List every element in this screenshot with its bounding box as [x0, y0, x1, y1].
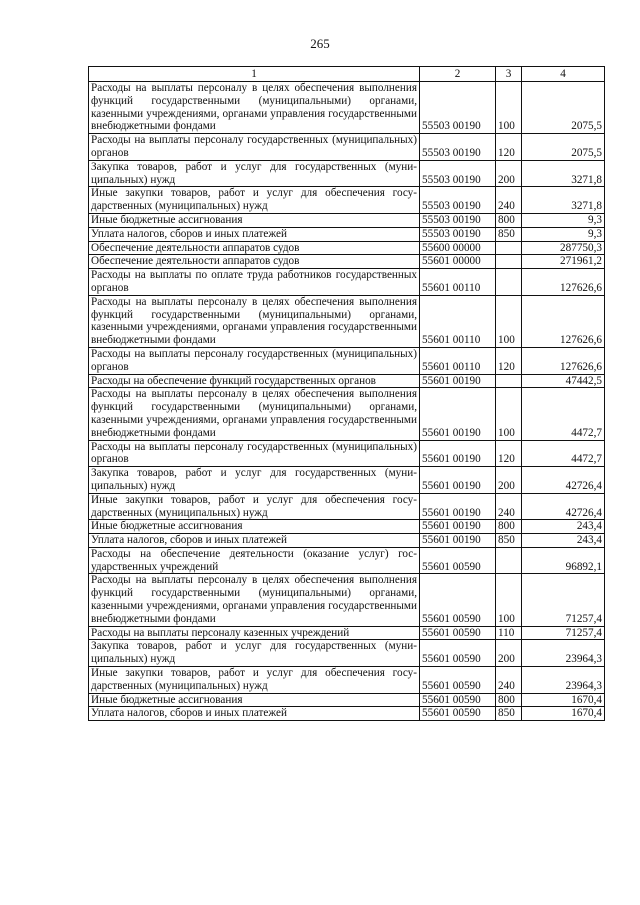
row-code-cell: 55601 00190 — [420, 374, 496, 388]
row-name-cell: Уплата налогов, сборов и иных платежей — [89, 227, 420, 241]
row-code-cell: 55503 00190 — [420, 160, 496, 187]
row-code-cell: 55503 00190 — [420, 82, 496, 134]
row-expense-type-cell: 800 — [496, 213, 522, 227]
row-name-cell: Расходы на выплаты персоналу казенных учреждений — [89, 626, 420, 640]
row-expense-type-cell — [496, 269, 522, 296]
table-row — [89, 574, 605, 626]
row-code-cell: 55601 00590 — [420, 693, 496, 707]
header-col-4: 4 — [522, 67, 605, 82]
row-code-cell: 55503 00190 — [420, 213, 496, 227]
table-row — [89, 388, 605, 440]
row-code-cell: 55601 00590 — [420, 574, 496, 626]
row-name-cell: Иные закупки товаров, работ и услуг для обеспечения государственных (муниципальных) нужд — [89, 493, 420, 520]
row-amount-cell: 4472,7 — [522, 388, 605, 440]
row-amount-cell: 243,4 — [522, 534, 605, 548]
row-code-cell: 55601 00190 — [420, 388, 496, 440]
row-expense-type-cell: 120 — [496, 134, 522, 161]
row-amount-cell: 1670,4 — [522, 693, 605, 707]
row-amount-cell: 271961,2 — [522, 255, 605, 269]
row-code-cell: 55601 00190 — [420, 534, 496, 548]
row-expense-type-cell: 200 — [496, 467, 522, 494]
row-amount-cell: 287750,3 — [522, 241, 605, 255]
table-row — [89, 347, 605, 374]
row-name-cell: Уплата налогов, сборов и иных платежей — [89, 707, 420, 721]
row-amount-cell: 127626,6 — [522, 347, 605, 374]
row-code-cell: 55601 00190 — [420, 493, 496, 520]
row-name-cell: Расходы на выплаты персоналу государственных (муниципальных) органов — [89, 440, 420, 467]
row-amount-cell: 42726,4 — [522, 493, 605, 520]
row-code-cell: 55503 00190 — [420, 187, 496, 214]
row-amount-cell: 23964,3 — [522, 667, 605, 694]
row-expense-type-cell: 100 — [496, 82, 522, 134]
row-expense-type-cell: 850 — [496, 227, 522, 241]
row-code-cell: 55601 00590 — [420, 547, 496, 574]
table-row — [89, 493, 605, 520]
row-name-cell: Иные закупки товаров, работ и услуг для обеспечения государственных (муниципальных) нужд — [89, 667, 420, 694]
row-expense-type-cell — [496, 255, 522, 269]
row-expense-type-cell: 110 — [496, 626, 522, 640]
table-row — [89, 693, 605, 707]
table-row — [89, 534, 605, 548]
header-col-1: 1 — [89, 67, 420, 82]
row-code-cell: 55503 00190 — [420, 134, 496, 161]
row-name-cell: Иные бюджетные ассигнования — [89, 520, 420, 534]
row-code-cell: 55601 00190 — [420, 520, 496, 534]
table-row — [89, 134, 605, 161]
row-amount-cell: 3271,8 — [522, 187, 605, 214]
row-expense-type-cell: 100 — [496, 295, 522, 347]
table-row — [89, 640, 605, 667]
row-name-cell: Расходы на обеспечение деятельности (оказание услуг) государственных учреждений — [89, 547, 420, 574]
row-name-cell: Закупка товаров, работ и услуг для государственных (муниципальных) нужд — [89, 160, 420, 187]
row-name-cell: Расходы на обеспечение функций государственных органов — [89, 374, 420, 388]
row-code-cell: 55601 00590 — [420, 626, 496, 640]
table-row — [89, 82, 605, 134]
row-expense-type-cell — [496, 374, 522, 388]
table-row — [89, 187, 605, 214]
row-name-cell: Обеспечение деятельности аппаратов судов — [89, 255, 420, 269]
row-amount-cell: 42726,4 — [522, 467, 605, 494]
header-col-2: 2 — [420, 67, 496, 82]
row-name-cell: Закупка товаров, работ и услуг для государственных (муниципальных) нужд — [89, 640, 420, 667]
row-code-cell: 55600 00000 — [420, 241, 496, 255]
row-name-cell: Расходы на выплаты персоналу в целях обеспечения выполнения функций государственными (муниципальными) органами, казенными учреждениями, органами управления государственными внебюджетными фондами — [89, 574, 420, 626]
table-row — [89, 667, 605, 694]
row-code-cell: 55601 00110 — [420, 295, 496, 347]
row-name-cell: Обеспечение деятельности аппаратов судов — [89, 241, 420, 255]
row-name-cell: Иные бюджетные ассигнования — [89, 213, 420, 227]
table-body — [89, 82, 605, 721]
table-row — [89, 467, 605, 494]
row-code-cell: 55601 00190 — [420, 467, 496, 494]
table-row — [89, 269, 605, 296]
row-amount-cell: 2075,5 — [522, 82, 605, 134]
row-expense-type-cell: 800 — [496, 520, 522, 534]
table-row — [89, 241, 605, 255]
row-name-cell: Расходы на выплаты персоналу в целях обеспечения выполнения функций государственными (муниципальными) органами, казенными учреждениями, органами управления государственными внебюджетными фондами — [89, 82, 420, 134]
row-code-cell: 55601 00000 — [420, 255, 496, 269]
page-number: 265 — [310, 36, 330, 51]
row-name-cell: Расходы на выплаты персоналу в целях обеспечения выполнения функций государственными (муниципальными) органами, казенными учреждениями, органами управления государственными внебюджетными фондами — [89, 388, 420, 440]
row-amount-cell: 47442,5 — [522, 374, 605, 388]
row-code-cell: 55503 00190 — [420, 227, 496, 241]
row-code-cell: 55601 00110 — [420, 269, 496, 296]
header-col-3: 3 — [496, 67, 522, 82]
row-expense-type-cell — [496, 241, 522, 255]
row-code-cell: 55601 00590 — [420, 707, 496, 721]
row-code-cell: 55601 00110 — [420, 347, 496, 374]
row-name-cell: Иные бюджетные ассигнования — [89, 693, 420, 707]
row-amount-cell: 1670,4 — [522, 707, 605, 721]
table-row — [89, 374, 605, 388]
row-expense-type-cell: 800 — [496, 693, 522, 707]
row-name-cell: Закупка товаров, работ и услуг для государственных (муниципальных) нужд — [89, 467, 420, 494]
row-name-cell: Иные закупки товаров, работ и услуг для обеспечения государственных (муниципальных) нужд — [89, 187, 420, 214]
row-expense-type-cell: 100 — [496, 574, 522, 626]
row-name-cell: Расходы на выплаты персоналу в целях обеспечения выполнения функций государственными (муниципальными) органами, казенными учреждениями, органами управления государственными внебюджетными фондами — [89, 295, 420, 347]
row-code-cell: 55601 00590 — [420, 640, 496, 667]
table-row — [89, 295, 605, 347]
row-name-cell: Расходы на выплаты персоналу государственных (муниципальных) органов — [89, 134, 420, 161]
row-amount-cell: 71257,4 — [522, 574, 605, 626]
table-row — [89, 707, 605, 721]
row-amount-cell: 23964,3 — [522, 640, 605, 667]
header-row — [89, 67, 605, 82]
row-amount-cell: 3271,8 — [522, 160, 605, 187]
table-row — [89, 626, 605, 640]
row-amount-cell: 243,4 — [522, 520, 605, 534]
table-row — [89, 213, 605, 227]
row-amount-cell: 9,3 — [522, 227, 605, 241]
row-expense-type-cell: 120 — [496, 347, 522, 374]
table-row — [89, 440, 605, 467]
row-name-cell: Уплата налогов, сборов и иных платежей — [89, 534, 420, 548]
row-expense-type-cell: 200 — [496, 160, 522, 187]
row-expense-type-cell: 850 — [496, 534, 522, 548]
row-expense-type-cell: 240 — [496, 667, 522, 694]
row-name-cell: Расходы на выплаты по оплате труда работников государственных органов — [89, 269, 420, 296]
table-row — [89, 547, 605, 574]
row-amount-cell: 96892,1 — [522, 547, 605, 574]
budget-table — [88, 66, 605, 721]
row-expense-type-cell: 850 — [496, 707, 522, 721]
table-row — [89, 160, 605, 187]
table-row — [89, 520, 605, 534]
row-amount-cell: 4472,7 — [522, 440, 605, 467]
row-code-cell: 55601 00190 — [420, 440, 496, 467]
row-expense-type-cell: 200 — [496, 640, 522, 667]
row-amount-cell: 2075,5 — [522, 134, 605, 161]
row-amount-cell: 127626,6 — [522, 269, 605, 296]
row-expense-type-cell: 240 — [496, 493, 522, 520]
row-amount-cell: 9,3 — [522, 213, 605, 227]
row-expense-type-cell: 100 — [496, 388, 522, 440]
table-row — [89, 227, 605, 241]
row-amount-cell: 127626,6 — [522, 295, 605, 347]
row-expense-type-cell: 120 — [496, 440, 522, 467]
row-amount-cell: 71257,4 — [522, 626, 605, 640]
row-expense-type-cell: 240 — [496, 187, 522, 214]
table-row — [89, 255, 605, 269]
row-name-cell: Расходы на выплаты персоналу государственных (муниципальных) органов — [89, 347, 420, 374]
row-expense-type-cell — [496, 547, 522, 574]
row-code-cell: 55601 00590 — [420, 667, 496, 694]
